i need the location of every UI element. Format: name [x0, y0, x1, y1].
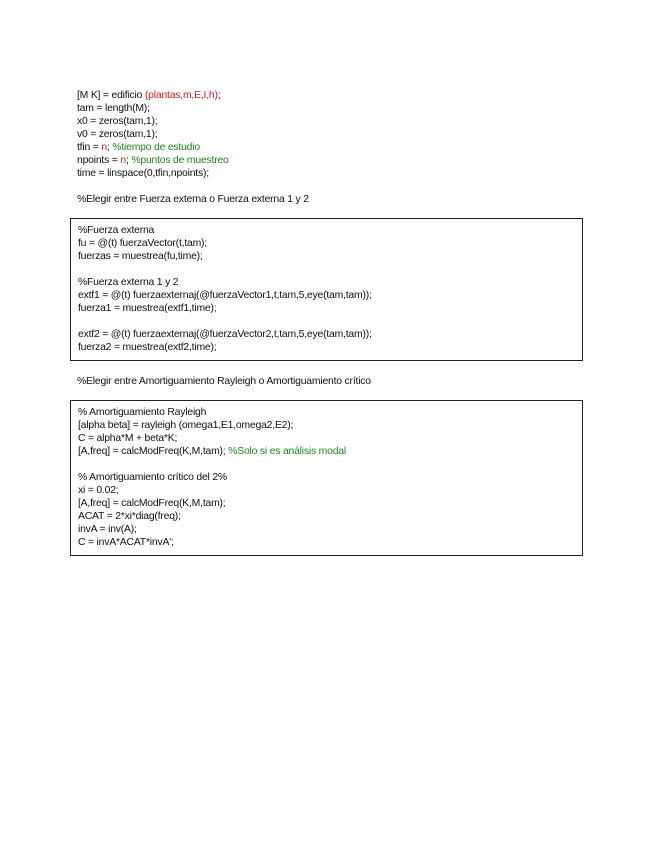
code-line-v0: v0 = zeros(tam,1);	[77, 129, 158, 140]
code-line: fuerza2 = muestrea(extf2,time);	[78, 342, 217, 353]
code-line: fu = @(t) fuerzaVector(t,tam);	[78, 238, 207, 249]
code-text: npoints =	[77, 155, 121, 166]
code-line-tfin	[77, 141, 229, 154]
code-line-edificio	[77, 89, 229, 102]
code-line: ACAT = 2*xi*diag(freq);	[78, 511, 181, 522]
code-comment-line: %Fuerza externa	[78, 225, 155, 236]
header-code-block	[77, 89, 229, 180]
code-line: extf2 = @(t) fuerzaexternaj(@fuerzaVector2,t,tam,5,eye(tam,tam));	[78, 329, 372, 340]
code-comment-line: %Fuerza externa 1 y 2	[78, 277, 179, 288]
code-line: extf1 = @(t) fuerzaexternaj(@fuerzaVector1,t,tam,5,eye(tam,tam));	[78, 290, 372, 301]
code-text: tfin =	[77, 142, 102, 153]
code-line: invA = inv(A);	[78, 524, 137, 535]
code-box-amortiguamiento	[70, 400, 583, 556]
code-value-red: n	[101, 142, 107, 153]
code-comment: %tiempo de estudio	[112, 142, 200, 153]
code-line: xi = 0.02;	[78, 485, 119, 496]
code-text: [A,freq] = calcModFreq(K,M,tam);	[78, 446, 229, 457]
code-line: fuerzas = muestrea(fu,time);	[78, 251, 203, 262]
code-comment-line: % Amortiguamiento crítico del 2%	[78, 472, 227, 483]
code-line: [alpha beta] = rayleigh (omega1,E1,omega2,E2);	[78, 420, 294, 431]
code-text: ;	[125, 155, 132, 166]
code-line: C = alpha*M + beta*K;	[78, 433, 178, 444]
code-value-red: n	[120, 155, 126, 166]
code-comment: %puntos de muestreo	[131, 155, 229, 166]
section-heading-fuerza: %Elegir entre Fuerza externa o Fuerza externa 1 y 2	[77, 194, 309, 205]
code-box-fuerza	[70, 218, 583, 361]
code-text: ;	[106, 142, 113, 153]
code-line-time: time = linspace(0,tfin,npoints);	[77, 168, 209, 179]
blank-line	[78, 315, 582, 328]
code-line-modal	[78, 445, 582, 458]
code-line: fuerza1 = muestrea(extf1,time);	[78, 303, 217, 314]
code-text: ;	[217, 90, 221, 101]
code-comment: %Solo si es análisis modal	[228, 446, 346, 457]
code-line-npoints	[77, 154, 229, 167]
code-text: [M K] = edificio	[77, 90, 145, 101]
code-args-red: (plantas,m,E,I,h)	[144, 90, 218, 101]
section-heading-amortiguamiento: %Elegir entre Amortiguamiento Rayleigh o Amortiguamiento crítico	[77, 376, 371, 387]
code-line: C = invA*ACAT*invA';	[78, 537, 174, 548]
blank-line	[78, 263, 582, 276]
code-line-tam: tam = length(M);	[77, 103, 150, 114]
code-comment-line: % Amortiguamiento Rayleigh	[78, 407, 207, 418]
code-line: [A,freq] = calcModFreq(K,M,tam);	[78, 498, 226, 509]
blank-line	[78, 458, 582, 471]
code-line-x0: x0 = zeros(tam,1);	[77, 116, 158, 127]
